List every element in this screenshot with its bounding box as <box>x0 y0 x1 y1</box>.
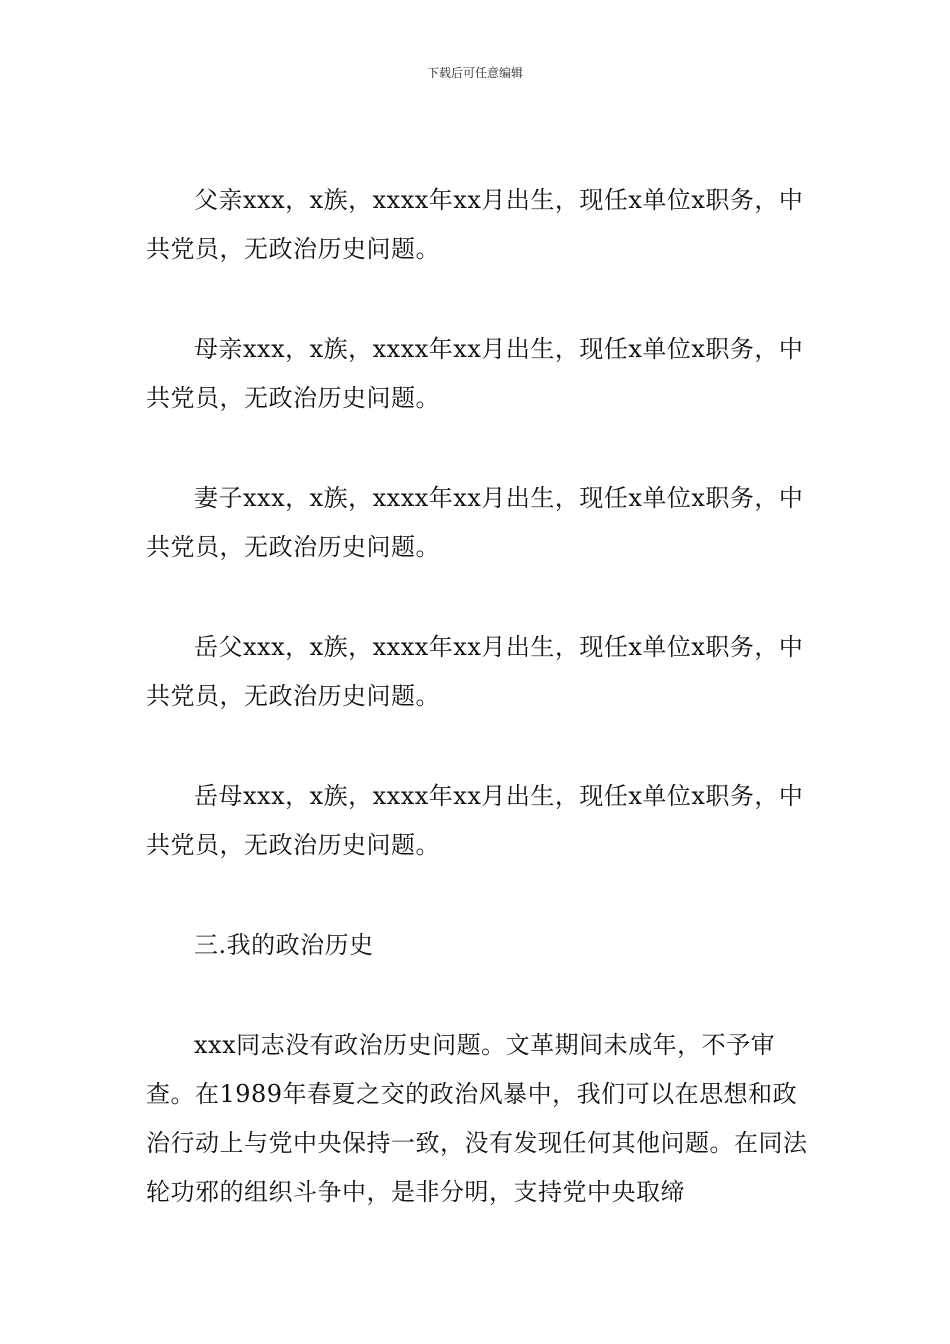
family-member-father: 父亲xxx，x族，xxxx年xx月出生，现任x单位x职务，中共党员，无政治历史问题。 <box>146 186 804 263</box>
document-body <box>146 176 808 1217</box>
family-member-mother: 母亲xxx，x族，xxxx年xx月出生，现任x单位x职务，中共党员，无政治历史问题。 <box>146 335 804 412</box>
section-heading: 三.我的政治历史 <box>194 931 374 959</box>
political-history-paragraph: xxx同志没有政治历史问题。文革期间未成年，不予审查。在1989年春夏之交的政治风暴中，我们可以在思想和政治行动上与党中央保持一致，没有发现任何其他问题。在同法轮功邪的组织斗争中，是非分明，支持党中央取缔 <box>146 1031 808 1206</box>
family-member-mother-in-law: 岳母xxx，x族，xxxx年xx月出生，现任x单位x职务，中共党员，无政治历史问题。 <box>146 782 804 859</box>
family-member-father-in-law: 岳父xxx，x族，xxxx年xx月出生，现任x单位x职务，中共党员，无政治历史问题。 <box>146 633 804 710</box>
page-header: 下载后可任意编辑 <box>426 66 523 80</box>
family-member-wife: 妻子xxx，x族，xxxx年xx月出生，现任x单位x职务，中共党员，无政治历史问题。 <box>146 484 804 561</box>
